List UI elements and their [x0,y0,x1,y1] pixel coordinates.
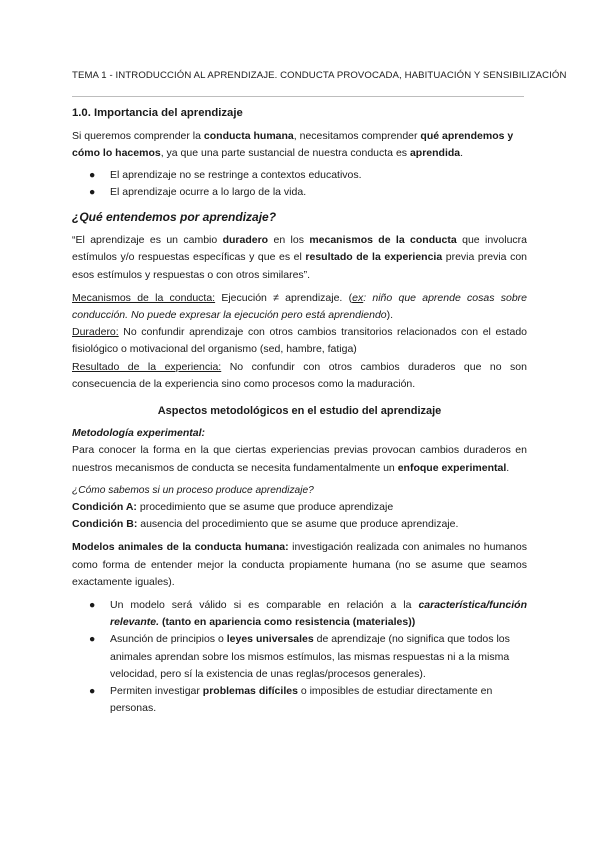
text-run: que involucra estímulos y/o respuestas específicas y que es el [72,234,528,264]
text-run: , ya que una parte sustancial de nuestra conducta es [160,147,410,160]
condition-b [72,516,527,533]
text-run: de aprendizaje (no significa que todos los animales aprendan sobre los mismos estímulos, las mismas respuestas ni a la misma velocidad, pero sí la existencia de unas reglas/procesos generales). [110,633,510,680]
animal-models-paragraph [72,539,527,591]
term-label: Modelos animales de la conducta humana: [72,541,289,554]
term-label: Duradero: [72,326,119,339]
definition-heading: ¿Qué entendemos por aprendizaje? [72,210,277,225]
text-run: Para conocer la forma en la que ciertas experiencias previas provocan cambios duraderos en nuestros mecanismos de conducta se necesita fundamentalmente un [72,444,527,474]
bullet-icon: ● [89,168,96,181]
page-header: TEMA 1 - INTRODUCCIÓN AL APRENDIZAJE. CONDUCTA PROVOCADA, HABITUACIÓN Y SENSIBILIZACIÓN [72,70,567,81]
text-run: “El aprendizaje es un cambio [72,234,223,247]
list-item [72,631,527,683]
text-run: investigación realizada con animales no humanos como forma de entender mejor la conducta propiamente humana (no se asume que seamos exactamente iguales). [72,541,527,588]
bullet-icon: ● [89,185,96,198]
bold-run: aprendida [409,147,461,160]
text-run: Permiten investigar [110,685,203,698]
text-run: previa previa con esos estímulos y respuestas o con otros similares”. [72,251,527,281]
text-run: o imposibles de estudiar directamente en personas. [110,685,493,715]
definition-quote [72,232,527,284]
list-item [72,683,527,717]
methods-question: ¿Cómo sabemos si un proceso produce aprendizaje? [72,484,314,496]
resultado-paragraph [72,359,527,393]
duradero-paragraph [72,324,527,358]
intro-bullet-list [72,167,527,201]
mecanismos-paragraph [72,290,527,324]
text-run: en los [268,234,310,247]
list-item [72,184,527,201]
bold-run: duradero [222,234,269,247]
methods-heading: Aspectos metodológicos en el estudio del aprendizaje [157,405,442,418]
bold-run: conducta humana [203,130,294,143]
bold-run: (tanto en apariencia como resistencia (materiales)) [159,616,416,629]
text-run: . [460,147,464,160]
bold-run: enfoque experimental [397,461,507,474]
document-body [72,103,527,718]
bold-italic-run: característica/función relevante. [110,599,527,629]
text-run: , necesitamos comprender [293,130,421,143]
bold-run: resultado de la experiencia [305,251,443,264]
text-run: ). [386,309,394,322]
term-label: Mecanismos de la conducta: [72,291,216,304]
bold-run: problemas difíciles [202,685,298,698]
bullet-icon: ● [89,685,96,698]
methods-bullet-list [72,597,527,717]
list-item-text: El aprendizaje no se restringe a contextos educativos. [110,168,362,181]
term-label: Resultado de la experiencia: [72,360,222,373]
text-run: No confundir con otros cambios duraderos que no son consecuencia de la experiencia sino como procesos como la maduración. [72,360,527,390]
condition-a [72,499,527,516]
header-divider [72,96,524,97]
bold-run: mecanismos de la conducta [309,234,457,247]
text-run: Asunción de principios o [110,633,227,646]
condition-label: Condición A: [72,501,137,514]
bullet-icon: ● [89,599,96,612]
condition-label: Condición B: [72,518,138,531]
list-item [72,167,527,184]
intro-paragraph [72,128,527,162]
list-item [72,597,527,631]
example-label: ex [352,291,364,304]
methods-subheading: Metodología experimental: [72,427,206,440]
bullet-icon: ● [89,633,96,646]
list-item-text: El aprendizaje ocurre a lo largo de la vida. [110,185,307,198]
methods-intro [72,442,527,476]
text-run: Un modelo será válido si es comparable en relación a la [110,599,419,612]
example-text: : niño que aprende cosas sobre conducción. No puede expresar la ejecución pero está aprendiendo [72,291,527,322]
text-run: procedimiento que se asume que produce aprendizaje [136,501,394,514]
text-run: ausencia del procedimiento que se asume que produce aprendizaje. [137,518,459,531]
bold-run: leyes universales [226,633,314,646]
text-run: Ejecución ≠ aprendizaje. ( [215,291,353,304]
text-run: No confundir aprendizaje con otros cambios transitorios relacionados con el estado fisiológico o motivacional del organismo (sed, hambre, fatiga) [72,326,527,356]
text-run: . [506,461,510,474]
text-run: Si queremos comprender la [72,130,204,143]
section-heading: 1.0. Importancia del aprendizaje [72,107,243,119]
bold-run: qué aprendemos y cómo lo hacemos [72,130,514,160]
